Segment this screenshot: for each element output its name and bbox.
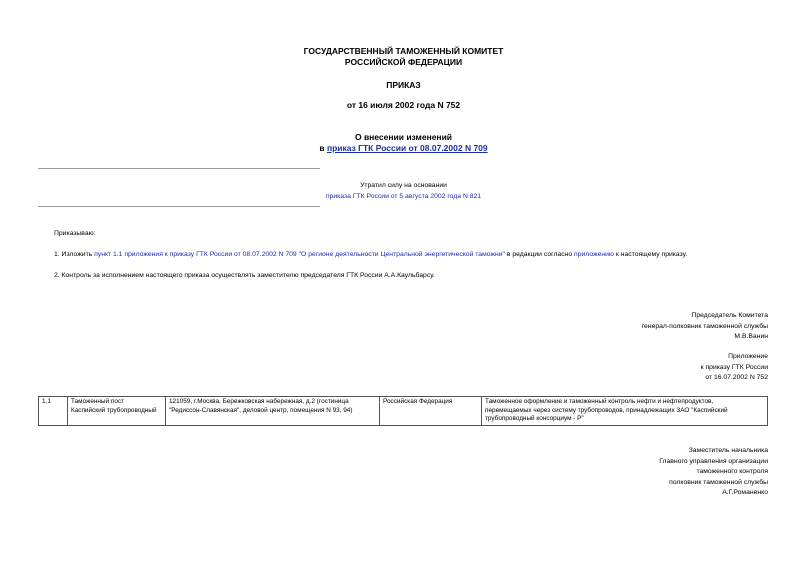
closing-name: А.Г.Романенко <box>722 489 768 496</box>
activity-line-2: перемещаемых через систему трубопроводов, принадлежащих ЗАО "Каспийский <box>485 406 728 414</box>
appendix-date: от 16.07.2002 N 752 <box>705 374 768 381</box>
subject-line-1: О внесении изменений <box>354 132 453 142</box>
activity-line-1: Таможенное оформление и таможенный контроль нефти и нефтепродуктов, <box>485 398 714 405</box>
doc-type: ПРИКАЗ <box>386 80 421 90</box>
signature-block <box>642 311 768 343</box>
closing-position: Заместитель начальника <box>688 447 768 454</box>
signature-name: М.В.Ванин <box>734 333 768 340</box>
cell-num: 1.1 <box>39 397 68 426</box>
cell-name <box>68 397 166 426</box>
issuer-title <box>0 46 807 68</box>
closing-rank: полковник таможенной службы <box>669 478 768 486</box>
signature-rank: генерал-полковник таможенной службы <box>641 322 768 330</box>
closing-department-2: таможенного контроля <box>696 468 768 475</box>
doc-subject <box>0 132 807 154</box>
order-item-2: 2. Контроль за исполнением настоящего приказа осуществлять заместителю председателя ГТК России А.А.Каульбарсу. <box>54 272 435 279</box>
appendix-block <box>701 352 768 384</box>
name-line-2: Каспийский трубопроводный <box>71 406 157 414</box>
item1-link-order[interactable]: пункт 1.1 приложения к приказу ГТК России от 08.07.2002 N 709 "О регионе деятельности Центральной энергетической таможни" <box>94 251 505 258</box>
order-item-1 <box>54 250 687 259</box>
subject-prefix: в <box>319 143 327 153</box>
subject-line-2 <box>0 143 807 154</box>
table-row <box>39 397 768 426</box>
issuer-line-2: РОССИЙСКОЙ ФЕДЕРАЦИИ <box>344 57 463 67</box>
item1-prefix: 1. Изложить <box>54 251 95 258</box>
divider-bottom <box>38 206 320 207</box>
item1-mid: в редакции согласно <box>504 251 575 258</box>
cell-region: Российская Федерация <box>380 397 482 426</box>
status-block <box>0 180 807 202</box>
name-line-1: Таможенный пост <box>71 398 125 405</box>
doc-date-number: от 16 июля 2002 года N 752 <box>346 100 461 110</box>
divider-top <box>38 168 320 169</box>
order-intro: Приказываю: <box>54 230 96 237</box>
appendix-title: Приложение <box>728 353 768 360</box>
activity-line-3: трубопроводный консорциум - Р" <box>485 415 584 423</box>
cell-address <box>166 397 380 426</box>
closing-signature-block <box>659 446 768 499</box>
address-line-2: "Редиссон-Славянская", деловой центр, помещения N 93, 94) <box>169 406 353 414</box>
signature-position: Председатель Комитета <box>691 312 768 319</box>
address-line-1: 121059, г.Москва, Бережковская набережная, д.2 (гостиница <box>169 398 349 405</box>
issuer-line-1: ГОСУДАРСТВЕННЫЙ ТАМОЖЕННЫЙ КОМИТЕТ <box>303 46 504 56</box>
status-text: Утратил силу на основании <box>360 182 447 189</box>
closing-department: Главного управления организации <box>659 457 768 465</box>
appendix-ref: к приказу ГТК России <box>700 363 768 371</box>
subject-link[interactable]: приказ ГТК России от 08.07.2002 N 709 <box>326 143 488 153</box>
cell-activity <box>482 397 768 426</box>
item1-link-appendix[interactable]: приложению <box>574 251 614 258</box>
status-link[interactable]: приказа ГТК России от 5 августа 2002 года N 821 <box>325 193 482 200</box>
region-table <box>38 396 768 426</box>
item1-suffix: к настоящему приказу. <box>614 251 688 258</box>
